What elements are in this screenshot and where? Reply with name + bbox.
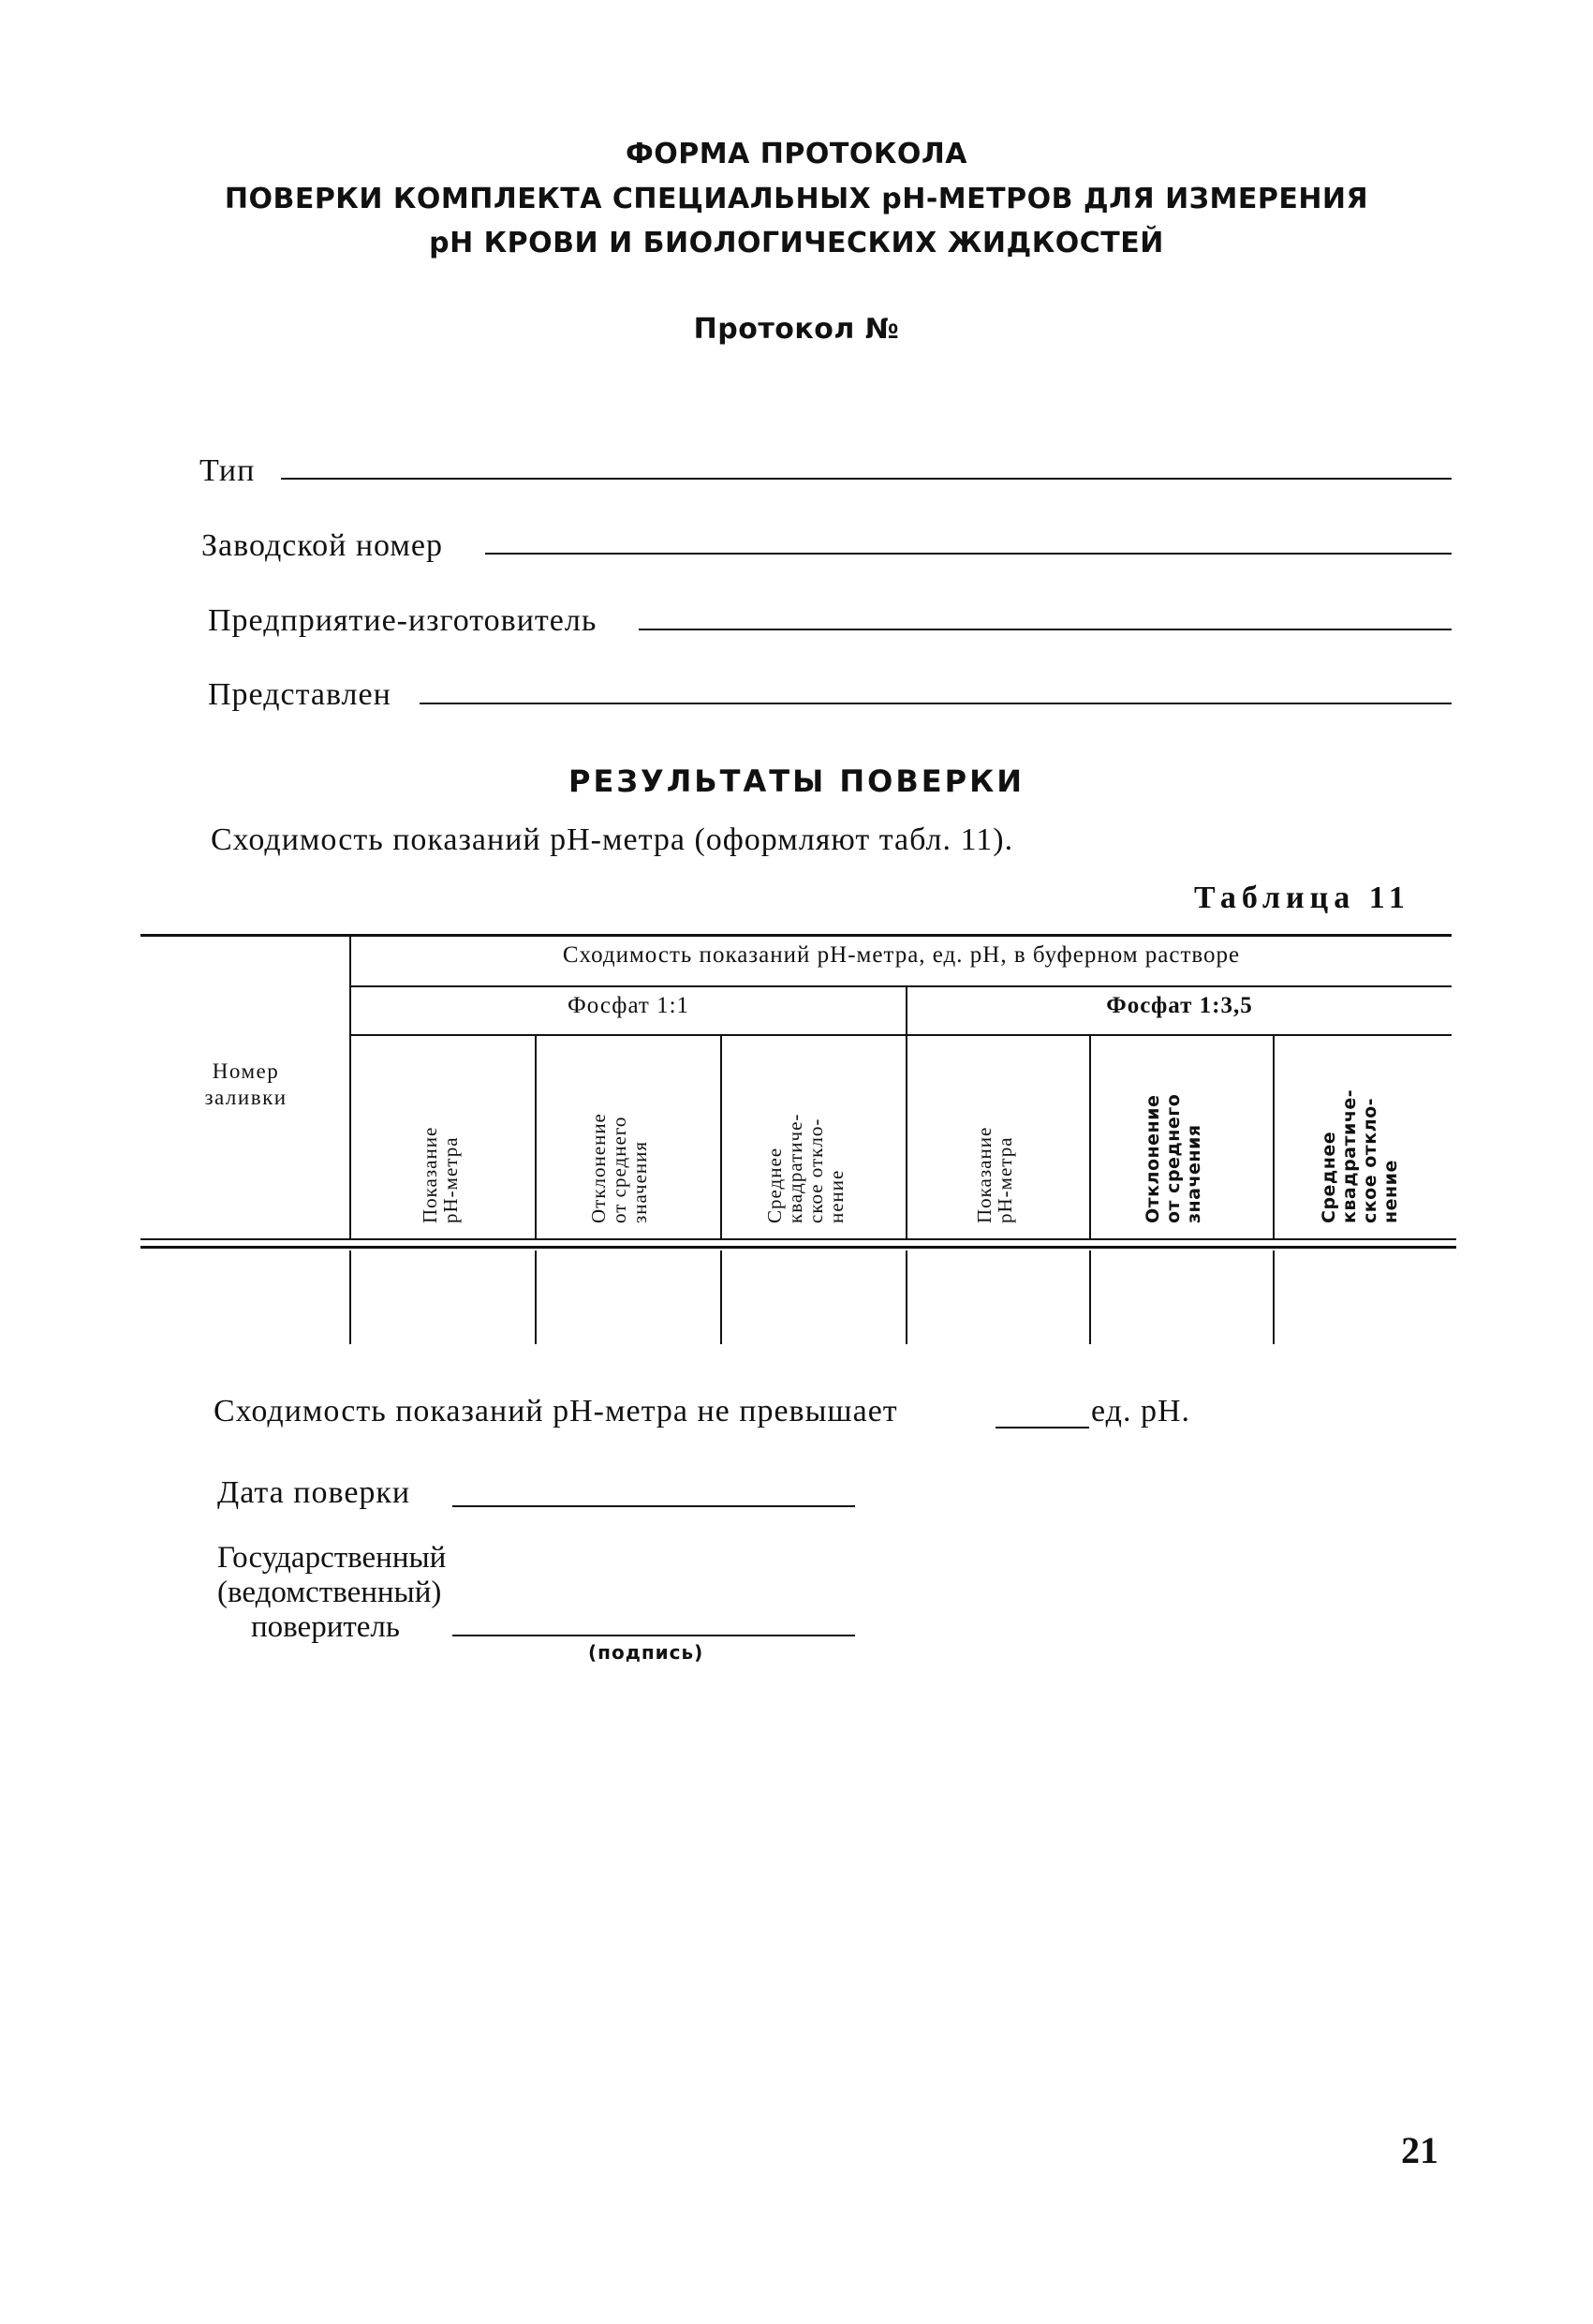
col-divider-3	[906, 987, 907, 1238]
field-serial-label: Заводской номер	[201, 528, 443, 563]
group-rule	[351, 1034, 1452, 1036]
title-line-1: ФОРМА ПРОТОКОЛА	[626, 138, 967, 170]
col-heading-3-line-2: квадратиче-	[784, 1113, 806, 1223]
results-heading: РЕЗУЛЬТАТЫ ПОВЕРКИ	[568, 763, 1025, 799]
group-phosphate-1-3-5: Фосфат 1:3,5	[1106, 993, 1253, 1018]
results-intro: Сходимость показаний рН-метра (оформляют табл. 11).	[211, 822, 1014, 857]
body-divider-3	[906, 1251, 907, 1344]
field-manufacturer-label: Предприятие-изготовитель	[208, 603, 597, 638]
group-phosphate-1-1: Фосфат 1:1	[567, 993, 690, 1018]
header-bottom-rule-2	[140, 1246, 1456, 1249]
col-heading-6-line-4: нение	[1380, 1160, 1401, 1223]
col-heading-1-line-1: Показание	[419, 1126, 441, 1223]
col-heading-4-line-2: рН-метра	[994, 1136, 1016, 1223]
row-header-line-1: Номер	[212, 1059, 280, 1083]
col-heading-5-line-3: значения	[1184, 1124, 1204, 1223]
col-heading-1	[420, 1127, 461, 1223]
col-divider-2	[720, 1036, 722, 1238]
header-span-rule	[351, 985, 1452, 987]
convergence-prefix: Сходимость показаний рН-метра не превышает	[214, 1394, 898, 1428]
col-heading-6-line-2: квадратиче-	[1339, 1088, 1360, 1223]
table-caption: Таблица 11	[1194, 881, 1410, 915]
col-heading-5-line-1: Отклонение	[1143, 1094, 1163, 1223]
col-heading-6	[1319, 1089, 1401, 1223]
verifier-line-3: поверитель	[251, 1610, 400, 1644]
row-header-line-2: заливки	[204, 1086, 288, 1109]
verifier-block	[217, 1541, 446, 1645]
col-heading-2-line-1: Отклонение	[587, 1113, 610, 1223]
signature-line[interactable]	[452, 1635, 855, 1636]
col-heading-3-line-3: ское откло-	[804, 1118, 827, 1223]
col-heading-1-line-2: рН-метра	[439, 1136, 462, 1223]
verifier-line-1: Государственный	[217, 1541, 447, 1575]
body-divider-4	[1089, 1251, 1091, 1344]
field-submitted-label: Представлен	[208, 677, 391, 712]
page-number: 21	[1401, 2129, 1438, 2171]
col-heading-4	[974, 1127, 1015, 1223]
date-label: Дата поверки	[217, 1475, 411, 1510]
col-heading-2-line-2: от среднего	[608, 1116, 630, 1223]
protocol-number: Протокол №	[693, 313, 900, 346]
body-divider-5	[1273, 1251, 1275, 1344]
title-line-3: рН КРОВИ И БИОЛОГИЧЕСКИХ ЖИДКОСТЕЙ	[429, 227, 1164, 259]
field-type-label: Тип	[199, 453, 256, 488]
col-heading-3-line-1: Среднее	[763, 1147, 786, 1223]
signature-caption: (подпись)	[588, 1641, 704, 1664]
body-divider-2	[720, 1251, 722, 1344]
col-divider-1	[535, 1036, 537, 1238]
col-heading-2-line-3: значения	[628, 1140, 651, 1223]
body-divider-1	[535, 1251, 537, 1344]
header-bottom-rule-1	[140, 1238, 1456, 1240]
col-divider-0	[349, 937, 351, 1238]
col-heading-3	[764, 1114, 847, 1223]
date-line[interactable]	[452, 1505, 855, 1507]
table-top-rule	[140, 934, 1452, 937]
col-heading-5-line-2: от среднего	[1163, 1093, 1184, 1223]
convergence-suffix: ед. рН.	[1091, 1394, 1190, 1428]
col-heading-5	[1143, 1094, 1204, 1223]
title-line-2: ПОВЕРКИ КОМПЛЕКТА СПЕЦИАЛЬНЫХ рН-МЕТРОВ ДЛЯ ИЗМЕРЕНИЯ	[224, 183, 1369, 215]
convergence-text	[214, 1394, 898, 1429]
table-header-span: Сходимость показаний рН-метра, ед. рН, в буферном растворе	[562, 942, 1241, 968]
row-header	[140, 1058, 351, 1111]
verifier-line-2: (ведомственный)	[217, 1576, 442, 1609]
col-heading-3-line-4: нение	[825, 1169, 848, 1223]
col-heading-6-line-3: ское откло-	[1360, 1097, 1380, 1223]
col-heading-6-line-1: Среднее	[1319, 1131, 1339, 1223]
col-divider-4	[1089, 1036, 1091, 1238]
col-divider-5	[1273, 1036, 1275, 1238]
col-heading-4-line-1: Показание	[973, 1126, 996, 1223]
body-divider-0	[349, 1251, 351, 1344]
convergence-value-line[interactable]	[996, 1427, 1089, 1428]
col-heading-2	[588, 1113, 650, 1223]
